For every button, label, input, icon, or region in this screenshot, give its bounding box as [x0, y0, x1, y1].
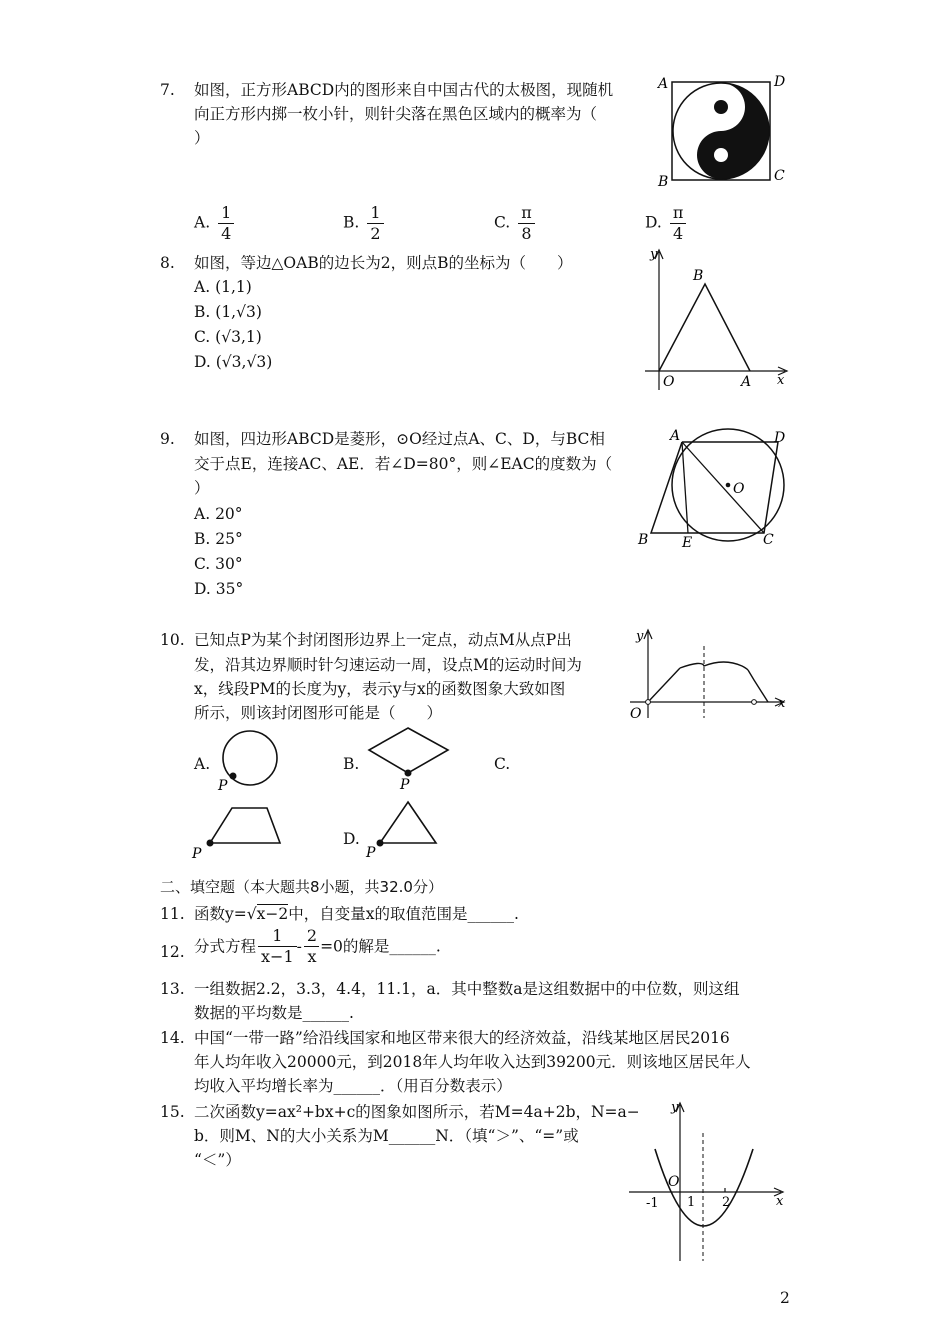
svg-text:C: C: [774, 168, 785, 184]
q10-option-d-label[interactable]: D.: [343, 830, 360, 848]
q10-option-c-label[interactable]: C.: [494, 755, 511, 773]
svg-text:1: 1: [687, 1195, 696, 1210]
svg-text:-1: -1: [646, 1196, 659, 1211]
q10-option-b-label[interactable]: B.: [343, 755, 360, 773]
q12-number: 12.: [160, 943, 185, 961]
svg-text:2: 2: [722, 1195, 731, 1210]
q15-number: 15.: [160, 1103, 185, 1121]
svg-text:A: A: [670, 428, 681, 444]
svg-text:O: O: [668, 1174, 680, 1190]
svg-text:P: P: [400, 777, 410, 793]
q7-line-1: 如图，正方形ABCD内的图形来自中国古代的太极图，现随机: [194, 81, 614, 99]
q7-line-3: ）: [194, 129, 210, 147]
svg-text:P: P: [218, 778, 228, 792]
page-number: 2: [780, 1289, 790, 1307]
q10-option-a-label[interactable]: A.: [194, 755, 211, 773]
svg-text:x: x: [778, 696, 786, 711]
q9-line-3: ）: [194, 479, 210, 497]
svg-text:y: y: [650, 247, 658, 262]
q12-stem: 分式方程 $\frac{1}{x-1}$ - $\frac{2}{x}$ =0的解是______.: [194, 926, 441, 966]
sqrt-symbol: √: [246, 905, 257, 923]
q10-line-4: 所示，则该封闭图形可能是（ ）: [194, 704, 443, 722]
q10-line-3: x，线段PM的长度为y，表示y与x的函数图象大致如图: [194, 680, 566, 698]
q10-option-a-circle[interactable]: [215, 728, 287, 792]
q13-number: 13.: [160, 980, 185, 998]
svg-text:y: y: [636, 629, 644, 644]
q9-line-2: 交于点E，连接AC、AE．若∠D=80°，则∠EAC的度数为（: [194, 455, 613, 473]
q10-function-graph: [620, 622, 795, 722]
q8-option-d[interactable]: D. (√3,√3): [194, 353, 273, 371]
q15-parabola-figure: [625, 1093, 790, 1263]
q10-option-b-rhombus[interactable]: [364, 725, 454, 793]
svg-text:E: E: [682, 535, 693, 550]
rhombus-abcd: [651, 442, 778, 533]
q15-line-1: 二次函数y=ax²+bx+c的图象如图所示，若M=4a+2b，N=a−: [194, 1103, 640, 1121]
q7-taiji-figure: [650, 68, 800, 193]
svg-text:P: P: [192, 846, 202, 862]
q13-line-1: 一组数据2.2，3.3，4.4，11.1，a．其中整数a是这组数据中的中位数，则这组: [194, 980, 740, 998]
svg-text:O: O: [733, 481, 745, 497]
svg-text:x: x: [776, 1194, 784, 1209]
svg-text:O: O: [630, 706, 642, 722]
svg-text:A: A: [658, 76, 669, 92]
svg-text:O: O: [663, 374, 675, 390]
svg-text:B: B: [658, 174, 669, 190]
q15-line-3: “＜”）: [194, 1151, 241, 1169]
svg-text:C: C: [763, 532, 774, 548]
q7-option-b[interactable]: B. $\frac{1}{2}$: [343, 204, 384, 243]
q14-line-2: 年人均年收入20000元，到2018年人均年收入达到39200元．则该地区居民年人: [194, 1053, 751, 1071]
q14-line-1: 中国“一带一路”给沿线国家和地区带来很大的经济效益，沿线某地区居民2016: [194, 1029, 730, 1047]
q9-option-c[interactable]: C. 30°: [194, 555, 243, 573]
triangle-oab: [659, 284, 750, 371]
svg-text:y: y: [671, 1100, 679, 1115]
q10-number: 10.: [160, 631, 185, 649]
svg-text:D: D: [774, 430, 786, 446]
q9-number: 9.: [160, 430, 175, 448]
svg-text:P: P: [366, 845, 376, 861]
svg-text:B: B: [638, 532, 649, 548]
q8-option-c[interactable]: C. (√3,1): [194, 328, 262, 346]
section-2-heading: 二、填空题（本大题共8小题，共32.0分）: [160, 878, 443, 896]
q9-option-b[interactable]: B. 25°: [194, 530, 243, 548]
q10-line-2: 发，沿其边界顺时针匀速运动一周，设点M的运动时间为: [194, 656, 582, 674]
q7-line-2: 向正方形内掷一枚小针，则针尖落在黑色区域内的概率为（: [194, 105, 598, 123]
svg-text:D: D: [774, 74, 786, 90]
graph-arc: [680, 662, 748, 670]
q8-stem: 如图，等边△OAB的边长为2，则点B的坐标为（ ）: [194, 254, 573, 272]
q7-option-d[interactable]: D. $\frac{\pi}{4}$: [645, 204, 686, 243]
q8-number: 8.: [160, 254, 175, 272]
q10-option-c-trapezoid[interactable]: [190, 800, 290, 862]
svg-text:A: A: [741, 374, 752, 390]
q11-stem: 函数y=√x−2中，自变量x的取值范围是______.: [194, 905, 519, 923]
q10-option-d-triangle[interactable]: [364, 796, 444, 862]
svg-text:x: x: [777, 373, 785, 388]
q11-number: 11.: [160, 905, 185, 923]
q14-number: 14.: [160, 1029, 185, 1047]
q13-line-2: 数据的平均数是______.: [194, 1004, 354, 1022]
q10-line-1: 已知点P为某个封闭图形边界上一定点，动点M从点P出: [194, 631, 572, 649]
q7-option-a[interactable]: A. $\frac{1}{4}$: [194, 204, 234, 243]
q7-option-c[interactable]: C. $\frac{\pi}{8}$: [494, 204, 535, 243]
q8-triangle-figure: [635, 240, 795, 400]
q15-line-2: b．则M、N的大小关系为M______N．（填“＞”、“=”或: [194, 1127, 579, 1145]
q14-line-3: 均收入平均增长率为______．（用百分数表示）: [194, 1077, 512, 1095]
svg-text:B: B: [693, 268, 704, 284]
q8-option-a[interactable]: A. (1,1): [194, 278, 252, 296]
q9-option-d[interactable]: D. 35°: [194, 580, 244, 598]
q9-line-1: 如图，四边形ABCD是菱形，⊙O经过点A、C、D，与BC相: [194, 430, 605, 448]
q7-number: 7.: [160, 81, 175, 99]
q9-option-a[interactable]: A. 20°: [194, 505, 243, 523]
q9-rhombus-circle-figure: [630, 420, 795, 550]
q8-option-b[interactable]: B. (1,√3): [194, 303, 262, 321]
